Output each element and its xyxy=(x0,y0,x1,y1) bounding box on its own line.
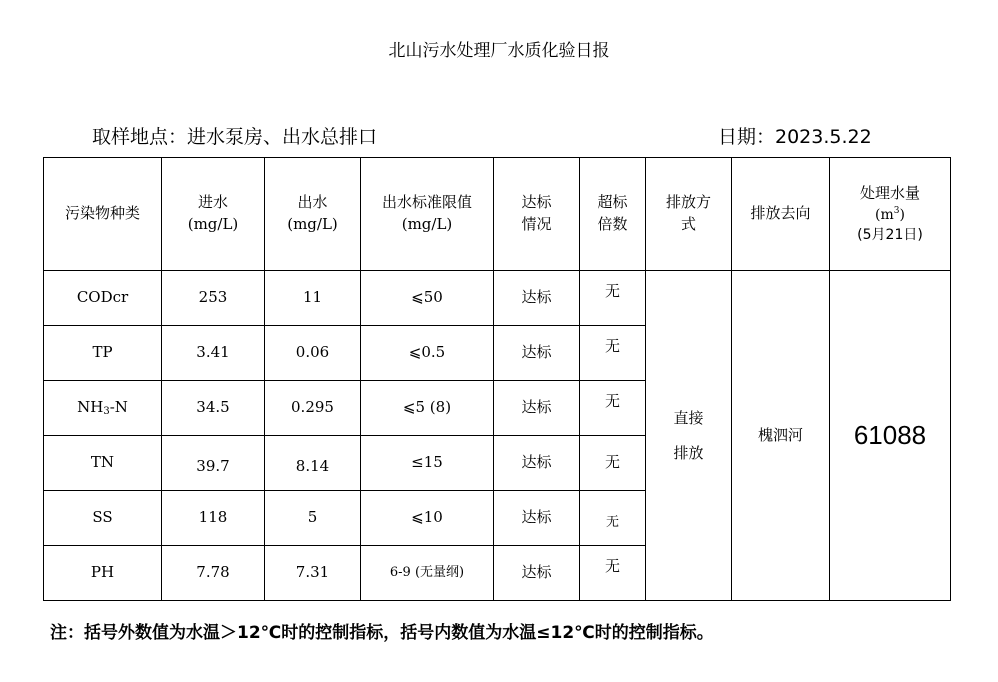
status-cell: 达标 xyxy=(494,271,580,326)
outflow-cell: 8.14 xyxy=(265,436,361,491)
limit-cell: ⩽10 xyxy=(361,491,494,546)
discharge-destination-cell: 槐泗河 xyxy=(732,271,830,601)
inflow-cell: 253 xyxy=(162,271,265,326)
limit-cell: ⩽50 xyxy=(361,271,494,326)
exceed-cell: 无 xyxy=(580,546,646,601)
exceed-cell: 无 xyxy=(580,436,646,491)
header-compliance: 达标 情况 xyxy=(494,158,580,271)
header-limit: 出水标准限值 (mg/L) xyxy=(361,158,494,271)
header-volume: 处理水量 $(m^3)$ (5月21日) xyxy=(830,158,951,271)
treated-volume-cell: 61088 xyxy=(830,271,951,601)
inflow-cell: 39.7 xyxy=(162,436,265,491)
sampling-location: 取样地点：进水泵房、出水总排口 xyxy=(92,126,378,148)
header-discharge-method: 排放方 式 xyxy=(646,158,732,271)
status-cell: 达标 xyxy=(494,436,580,491)
header-discharge-destination: 排放去向 xyxy=(732,158,830,271)
exceed-cell: 无 xyxy=(580,326,646,381)
limit-cell: ⩽0.5 xyxy=(361,326,494,381)
pollutant-cell: TP xyxy=(44,326,162,381)
inflow-cell: 34.5 xyxy=(162,381,265,436)
pollutant-cell: SS xyxy=(44,491,162,546)
inflow-cell: 7.78 xyxy=(162,546,265,601)
outflow-cell: 11 xyxy=(265,271,361,326)
inflow-cell: 3.41 xyxy=(162,326,265,381)
pollutant-cell: CODcr xyxy=(44,271,162,326)
outflow-cell: 7.31 xyxy=(265,546,361,601)
status-cell: 达标 xyxy=(494,381,580,436)
discharge-method-cell: 直接 排放 xyxy=(646,271,732,601)
header-exceed-multiple: 超标 倍数 xyxy=(580,158,646,271)
status-cell: 达标 xyxy=(494,546,580,601)
header-inflow: 进水 (mg/L) xyxy=(162,158,265,271)
inflow-cell: 118 xyxy=(162,491,265,546)
limit-cell: 6-9 (无量纲) xyxy=(361,546,494,601)
status-cell: 达标 xyxy=(494,491,580,546)
limit-cell: ⩽5 (8) xyxy=(361,381,494,436)
pollutant-cell: TN xyxy=(44,436,162,491)
header-pollutant: 污染物种类 xyxy=(44,158,162,271)
report-title: 北山污水处理厂水质化验日报 xyxy=(388,41,610,61)
table-row xyxy=(44,271,951,326)
water-quality-table xyxy=(43,157,951,601)
exceed-cell: 无 xyxy=(580,271,646,326)
exceed-cell: 无 xyxy=(580,381,646,436)
exceed-cell: 无 xyxy=(580,491,646,546)
header-outflow: 出水 (mg/L) xyxy=(265,158,361,271)
status-cell: 达标 xyxy=(494,326,580,381)
report-date: 日期：2023.5.22 xyxy=(718,126,872,148)
outflow-cell: 5 xyxy=(265,491,361,546)
pollutant-cell: $NH_3-N$ xyxy=(44,381,162,436)
limit-cell: ≤15 xyxy=(361,436,494,491)
header-row xyxy=(44,158,951,271)
outflow-cell: 0.06 xyxy=(265,326,361,381)
pollutant-cell: PH xyxy=(44,546,162,601)
footnote: 注：括号外数值为水温＞12℃时的控制指标，括号内数值为水温≤12℃时的控制指标。 xyxy=(50,623,714,643)
outflow-cell: 0.295 xyxy=(265,381,361,436)
